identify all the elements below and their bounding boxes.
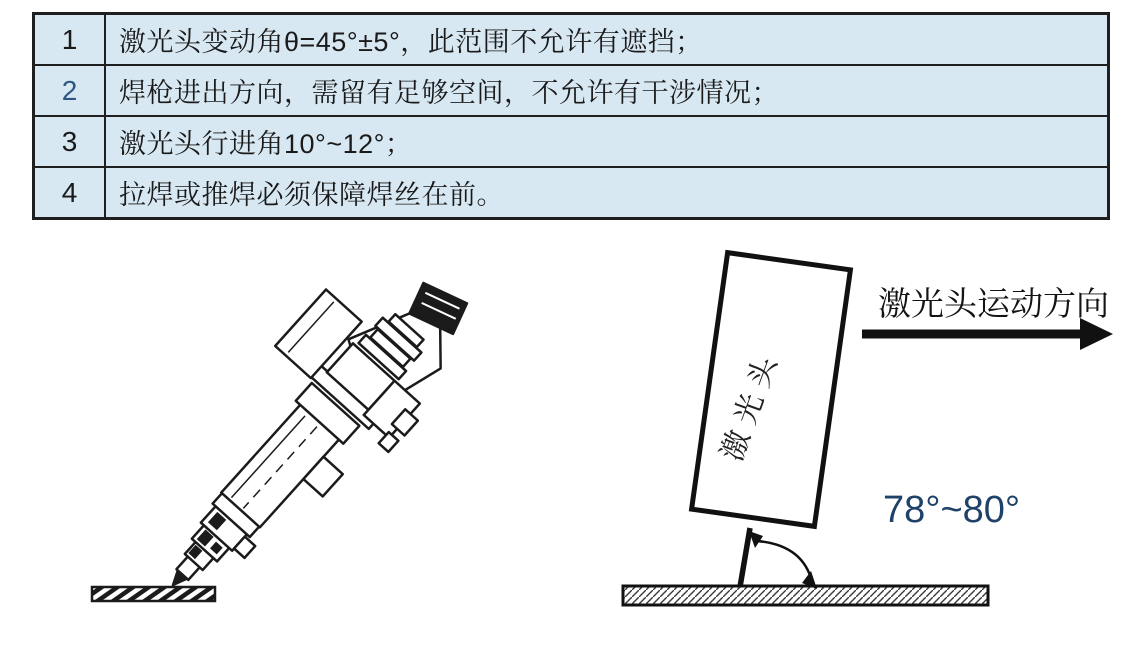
row-text: 拉焊或推焊必须保障焊丝在前。 <box>119 180 504 210</box>
motion-direction-label: 激光头运动方向 <box>878 285 1109 322</box>
laser-head-stem <box>740 528 750 587</box>
row-number: 3 <box>35 117 106 166</box>
row-number: 2 <box>35 66 106 115</box>
angle-arc-arrowhead-top <box>749 531 763 548</box>
angle-arc <box>749 531 817 589</box>
welding-torch-body <box>111 240 499 633</box>
workpiece-plate-left <box>92 587 215 601</box>
row-text: 激光头行进角10°~12°； <box>119 129 413 159</box>
table-row <box>35 166 1107 217</box>
laser-head-technical-drawing <box>60 240 520 640</box>
workpiece-plate <box>623 586 988 605</box>
table-row <box>35 115 1107 166</box>
angle-range-label: 78°~80° <box>883 489 1021 531</box>
row-number: 1 <box>35 15 106 64</box>
table-row <box>35 64 1107 115</box>
row-text: 激光头变动角θ=45°±5°，此范围不允许有遮挡； <box>119 27 703 57</box>
spec-table <box>32 12 1110 220</box>
row-number: 4 <box>35 168 106 217</box>
row-text: 焊枪进出方向，需留有足够空间，不允许有干涉情况； <box>119 78 779 108</box>
table-row <box>35 15 1107 64</box>
laser-head-label: 激光头 <box>715 344 787 466</box>
